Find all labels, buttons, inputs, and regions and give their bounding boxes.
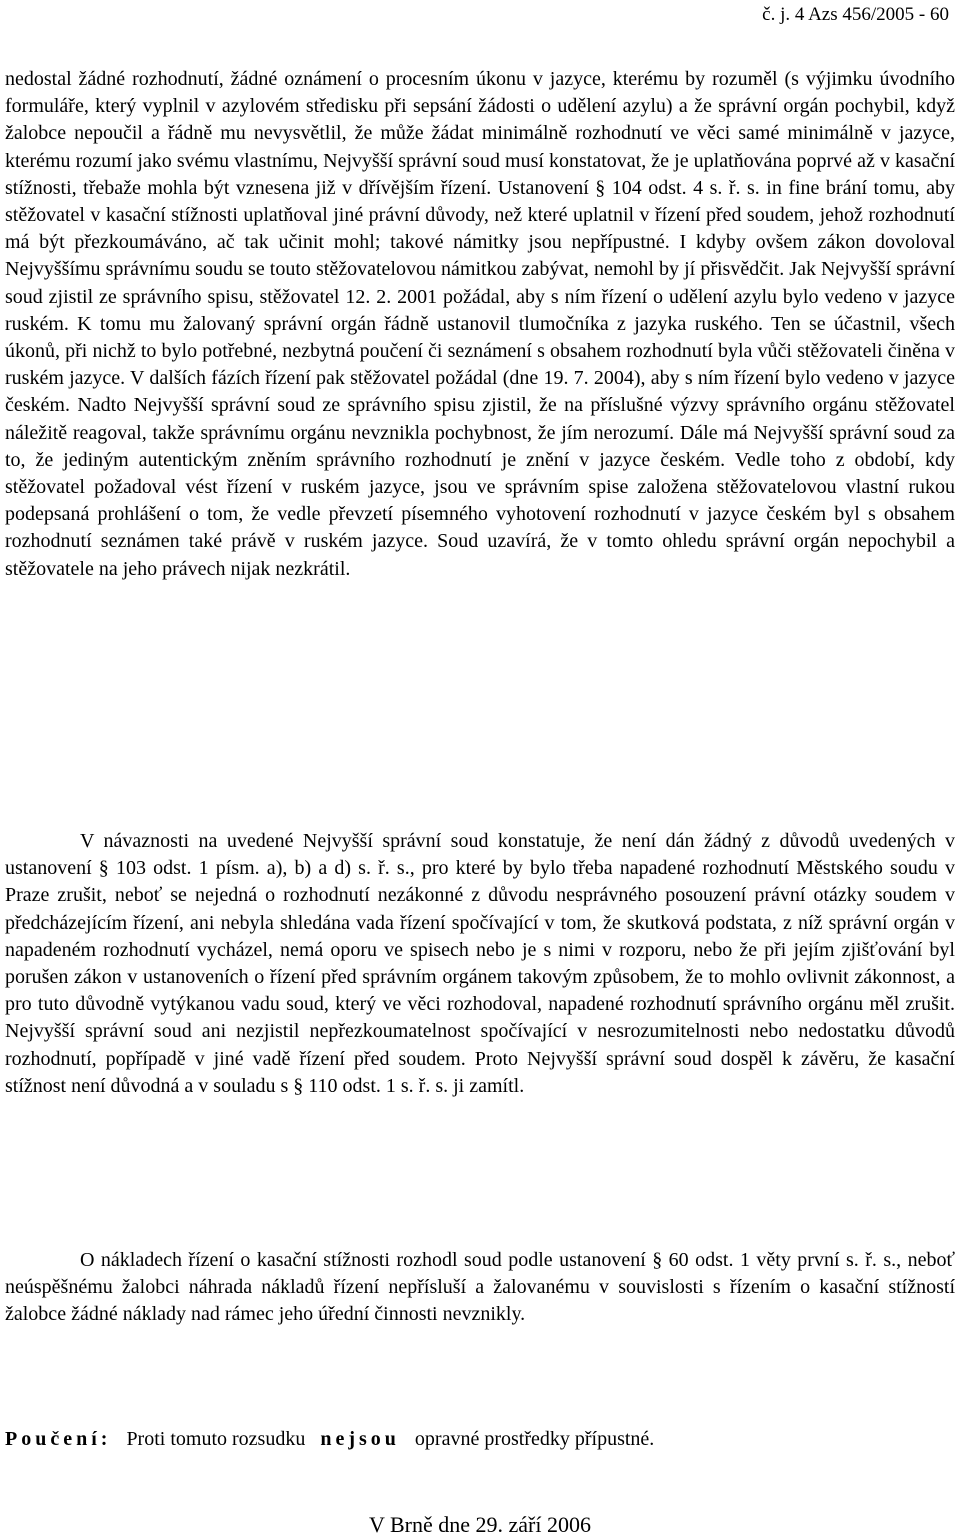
body-paragraph-1: nedostal žádné rozhodnutí, žádné oznámení o procesním úkonu v jazyce, kterému by rozuměl (s výjimku úvodního formuláře, který vyplnil v azylovém středisku při sepsání žádosti o udělení azylu) a že správní orgán pochybil, když žalobce nepoučil a řádně mu nevysvětlil, že může žádat minimálně rozhodnutí ve věci samé minimálně v jazyce, kterému rozumí jako svému vlastnímu, Nejvyšší správní soud musí konstatovat, že je uplatňována poprvé až v kasační stížnosti, třebaže mohla být vznesena již v dřívějším řízení. Ustanovení § 104 odst. 4 s. ř. s. in fine brání tomu, aby stěžovatel v kasační stížnosti uplatňoval jiné právní důvody, než které uplatnil v řízení před soudem, jehož rozhodnutí má být přezkoumáváno, ač tak učinit mohl; takové námitky jsou nepřípustné. I kdyby ovšem zákon dovoloval Nejvyššímu správnímu soudu se touto stěžovatelovou námitkou zabývat, nemohl by jí přisvědčit. Jak Nejvyšší správní soud zjistil ze správního spisu, stěžovatel 12. 2. 2001 požádal, aby s ním řízení o udělení azylu bylo vedeno v jazyce ruském. K tomu mu žalovaný správní orgán řádně ustanovil tlumočníka z jazyka ruského. Ten se účastnil, všech úkonů, při nichž to bylo potřebné, nezbytná poučení či seznámení s obsahem rozhodnutí byla vůči stěžovateli činěna v ruském jazyce. V dalších fázích řízení pak stěžovatel požádal (dne 19. 7. 2004), aby s ním řízení bylo vedeno v jazyce českém. Nadto Nejvyšší správní soud ze správního spisu zjistil, že na příslušné výzvy správního orgánu stěžovatel náležitě reagoval, takže správnímu orgánu nevznikla pochybnost, že jím nerozumí. Dále má Nejvyšší správní soud za to, že jediným autentickým zněním správního rozhodnutí je znění v jazyce českém. Vedle toho z období, kdy stěžovatel požadoval vést řízení v ruském jazyce, jsou ve správním spise založena stěžovatelovou vlastní rukou podepsaná prohlášení o tom, že vedle převzetí písemného vyhotovení rozhodnutí v jazyce českém byl s obsahem rozhodnutí seznámen také právě v ruském jazyce. Soud uzavírá, že v tomto ohledu správní orgán nepochybil a stěžovatele na jeho právech nijak nezkrátil. — [5, 68, 955, 580]
place-and-date: V Brně dne 29. září 2006 — [369, 1512, 591, 1537]
body-paragraph-2: V návaznosti na uvedené Nejvyšší správní soud konstatuje, že není dán žádný z důvodů uvedených v ustanovení § 103 odst. 1 písm. a), b) a d) s. ř. s., pro které by bylo třeba napadené rozhodnutí Městského soudu v Praze zrušit, neboť se nejedná o rozhodnutí nezákonné z důvodu nesprávného posouzení právní otázky soudem v předcházejícím řízení, ani nebyla shledána vada řízení spočívající v tom, že skutková podstata, z níž správní orgán v napadeném rozhodnutí vycházel, nemá oporu ve spisech nebo je s nimi v rozporu, nebo že při jejím zjišťování byl porušen zákon v ustanoveních o řízení před správním orgánem takovým způsobem, že to mohlo ovlivnit zákonnost, a pro tuto důvodně vytýkanou vadu soud, který ve věci rozhodoval, napadené rozhodnutí správního orgánu měl zrušit. Nejvyšší správní soud ani nezjistil nepřezkoumatelnost spočívající v nesrozumitelnosti nebo nedostatku důvodů rozhodnutí, popřípadě v jiné vadě řízení před soudem. Proto Nejvyšší správní soud dospěl k závěru, že kasační stížnost není důvodná a v souladu s § 110 odst. 1 s. ř. s. ji zamítl. — [5, 830, 955, 1097]
instruction-emphasis: nejsou — [320, 1428, 400, 1450]
instruction-text-after: opravné prostředky přípustné. — [414, 1428, 655, 1450]
instruction-label: Poučení: — [5, 1428, 112, 1450]
case-number-header: č. j. 4 Azs 456/2005 - 60 — [762, 4, 949, 25]
instruction-text-before: Proti tomuto rozsudku — [126, 1428, 306, 1450]
legal-instruction — [5, 1425, 955, 1453]
body-paragraph-3: O nákladech řízení o kasační stížnosti rozhodl soud podle ustanovení § 60 odst. 1 věty první s. ř. s., neboť neúspěšnému žalobci náhrada nákladů řízení nepřísluší a žalovanému v souvislosti s řízením o kasační stížností žalobce žádné náklady nad rámec jeho úřední činnosti nevznikly. — [5, 1249, 955, 1326]
